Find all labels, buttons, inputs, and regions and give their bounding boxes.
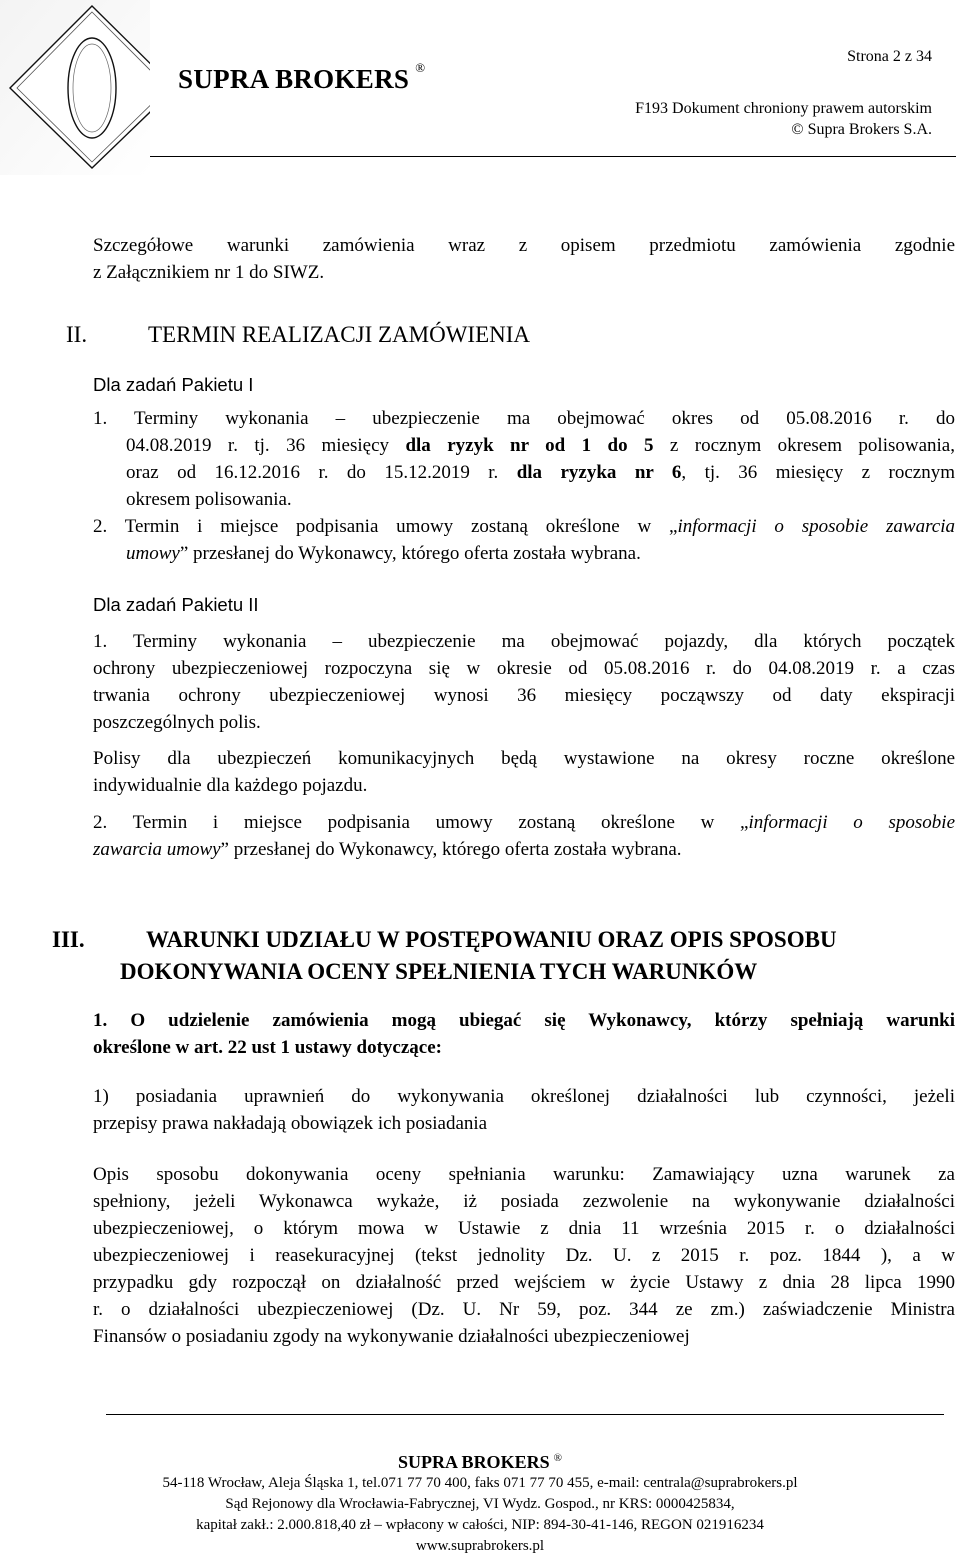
condition-1-heading: 1. O udzielenie zamówienia mogą ubiegać się Wykonawcy, którzy spełniają warunki określone w art. 22 ust 1 ustawy dotyczące: <box>93 1010 955 1058</box>
registered-icon: ® <box>415 60 426 75</box>
footer-website: www.suprabrokers.pl <box>415 1538 545 1554</box>
section-iii-title: WARUNKI UDZIAŁU W POSTĘPOWANIU ORAZ OPIS SPOSOBU DOKONYWANIA OCENY SPEŁNIENIA TYCH WARUNKÓW <box>120 927 837 984</box>
pakiet-2-item-1: 1. Terminy wykonania – ubezpieczenie ma obejmować pojazdy, dla których początek ochrony ubezpieczeniowej rozpoczyna się w okresie od 05.08.2016 r. do 04.08.2019 r. a czas trwania ochrony ubezpieczeniowej wynosi 36 miesięcy począwszy od daty ekspiracji poszczególnych polis. <box>93 631 955 733</box>
header-brand: SUPRA BROKERS ® <box>178 60 426 94</box>
assessment-description: Opis sposobu dokonywania oceny spełniania warunku: Zamawiający uzna warunek za spełniony, jeżeli Wykonawca wykaże, iż posiada zezwolenie na wykonywanie działalności ubezpieczeniowej, o którym mowa w Ustawie z dnia 11 września 2015 r. o działalności ubezpieczeniowej i reasekuracyjnej (tekst jednolity Dz. U. z 2015 r. poz. 1844 ), a w przypadku gdy rozpoczął on działalność przed wejściem w życie Ustawy z dnia 28 lipca 1990 r. o działalności ubezpieczeniowej (Dz. U. Nr 59, poz. 344 ze zm.) zaświadczenie Ministra Finansów o posiadaniu zgody na wykonywanie działalności ubezpieczeniowej <box>93 1164 955 1347</box>
page-number: Strona 2 z 34 <box>847 48 932 65</box>
copyright-holder: © Supra Brokers S.A. <box>791 121 932 138</box>
registered-icon: ® <box>553 1452 562 1464</box>
pakiet-1-heading: Dla zadań Pakietu I <box>93 374 254 395</box>
section-ii-title: TERMIN REALIZACJI ZAMÓWIENIA <box>148 322 530 347</box>
supra-brokers-logo <box>0 0 150 175</box>
footer-address: 54-118 Wrocław, Aleja Śląska 1, tel.071 77 70 400, faks 071 77 70 455, e-mail: centrala@suprabrokers.pl <box>162 1475 798 1491</box>
header-note <box>635 98 932 140</box>
footer-brand: SUPRA BROKERS ® <box>398 1452 562 1472</box>
copyright-notice: F193 Dokument chroniony prawem autorskim <box>635 100 932 117</box>
polisy-paragraph: Polisy dla ubezpieczeń komunikacyjnych będą wystawione na okresy roczne określone indywidualnie dla każdego pojazdu. <box>93 748 955 796</box>
section-iii-number: III. <box>52 927 85 952</box>
footer-capital: kapitał zakł.: 2.000.818,40 zł – wpłacony w całości, NIP: 894-30-41-146, REGON 021916234 <box>196 1517 764 1533</box>
pakiet-1-item-1: 1. Terminy wykonania – ubezpieczenie ma obejmować okres od 05.08.2016 r. do 04.08.2019 r. tj. 36 miesięcy dla ryzyk nr od 1 do 5 z rocznym okresem polisowania, oraz od 16.12.2016 r. do 15.12.2019 r. dla ryzyka nr 6, tj. 36 miesięcy z rocznym okresem polisowania. 2. Termin i miejsce podpisania umowy zostaną określone w „informacji o sposobie zawarcia umowy” przesłanej do Wykonawcy, którego oferta została wybrana. <box>93 408 956 564</box>
intro-paragraph: Szczegółowe warunki zamówienia wraz z opisem przedmiotu zamówienia zgodnie z Załącznikiem nr 1 do SIWZ. <box>93 235 955 283</box>
pakiet-2-heading: Dla zadań Pakietu II <box>93 594 259 615</box>
footer-divider <box>106 1414 944 1415</box>
footer <box>0 1448 960 1557</box>
condition-point-1: 1) posiadania uprawnień do wykonywania określonej działalności lub czynności, jeżeli przepisy prawa nakładają obowiązek ich posiadania <box>93 1086 955 1134</box>
footer-court: Sąd Rejonowy dla Wrocławia-Fabrycznej, VI Wydz. Gospod., nr KRS: 0000425834, <box>225 1496 735 1512</box>
section-ii-number: II. <box>66 322 88 347</box>
pakiet-2-item-2: 2. Termin i miejsce podpisania umowy zostaną określone w „informacji o sposobie zawarcia umowy” przesłanej do Wykonawcy, którego oferta została wybrana. <box>93 812 956 860</box>
header-divider <box>150 156 956 157</box>
